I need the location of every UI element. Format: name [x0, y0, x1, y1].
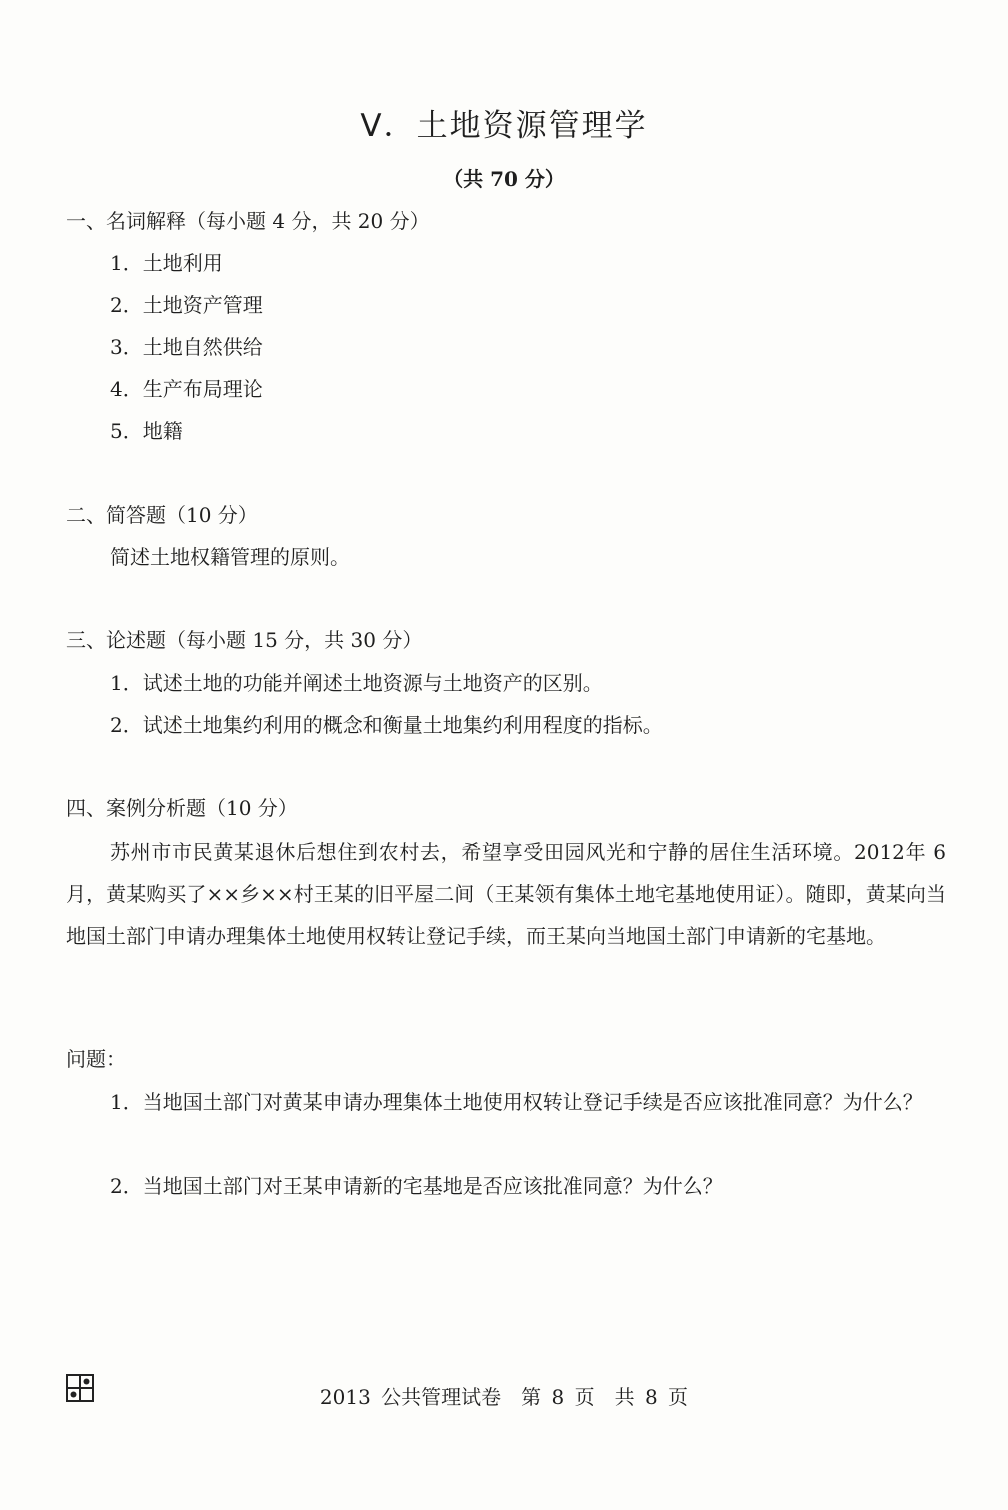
section-3-title: 三、论述题: [66, 628, 166, 652]
section-3-note: （每小题 15 分，共 30 分）: [166, 628, 423, 652]
section-2-question: 简述土地权籍管理的原则。: [110, 545, 350, 569]
section-2-note: （10 分）: [166, 503, 258, 527]
section-2-heading: [66, 501, 258, 529]
case-question: 2．当地国土部门对王某申请新的宅基地是否应该批准同意？为什么？: [110, 1174, 723, 1198]
section-3-heading: [66, 626, 422, 654]
section-1-item: 1．土地利用: [110, 251, 223, 275]
section-1-note: （每小题 4 分，共 20 分）: [186, 209, 430, 233]
section-4-note: （10 分）: [206, 796, 298, 820]
case-question: 1．当地国土部门对黄某申请办理集体土地使用权转让登记手续是否应该批准同意？为什么？: [110, 1090, 923, 1114]
section-1-item: 3．土地自然供给: [110, 335, 263, 359]
section-1-item: 2．土地资产管理: [110, 293, 263, 317]
section-4-title: 四、案例分析题: [66, 796, 206, 820]
section-3-item: 1．试述土地的功能并阐述土地资源与土地资产的区别。: [110, 671, 603, 695]
page-title: V．土地资源管理学: [360, 108, 648, 144]
section-1-item: 5．地籍: [110, 419, 183, 443]
questions-label: 问题：: [66, 1047, 126, 1071]
section-3-item: 2．试述土地集约利用的概念和衡量土地集约利用程度的指标。: [110, 713, 663, 737]
section-1-heading: [66, 207, 430, 235]
page-footer: 2013 公共管理试卷 第 8 页 共 8 页: [319, 1385, 689, 1409]
section-1-item: 4．生产布局理论: [110, 377, 263, 401]
case-description: 苏州市市民黄某退休后想住到农村去，希望享受田园风光和宁静的居住生活环境。2012年 6 月，黄某购买了××乡××村王某的旧平屋二间（王某领有集体土地宅基地使用证）。随即，黄某向当地国土部门申请办理集体土地使用权转让登记手续，而王某向当地国土部门申请新的宅基地。: [66, 840, 946, 948]
total-score: （共 70 分）: [443, 167, 565, 191]
section-1-title: 一、名词解释: [66, 209, 186, 233]
section-2-title: 二、简答题: [66, 503, 166, 527]
section-4-heading: [66, 794, 298, 822]
